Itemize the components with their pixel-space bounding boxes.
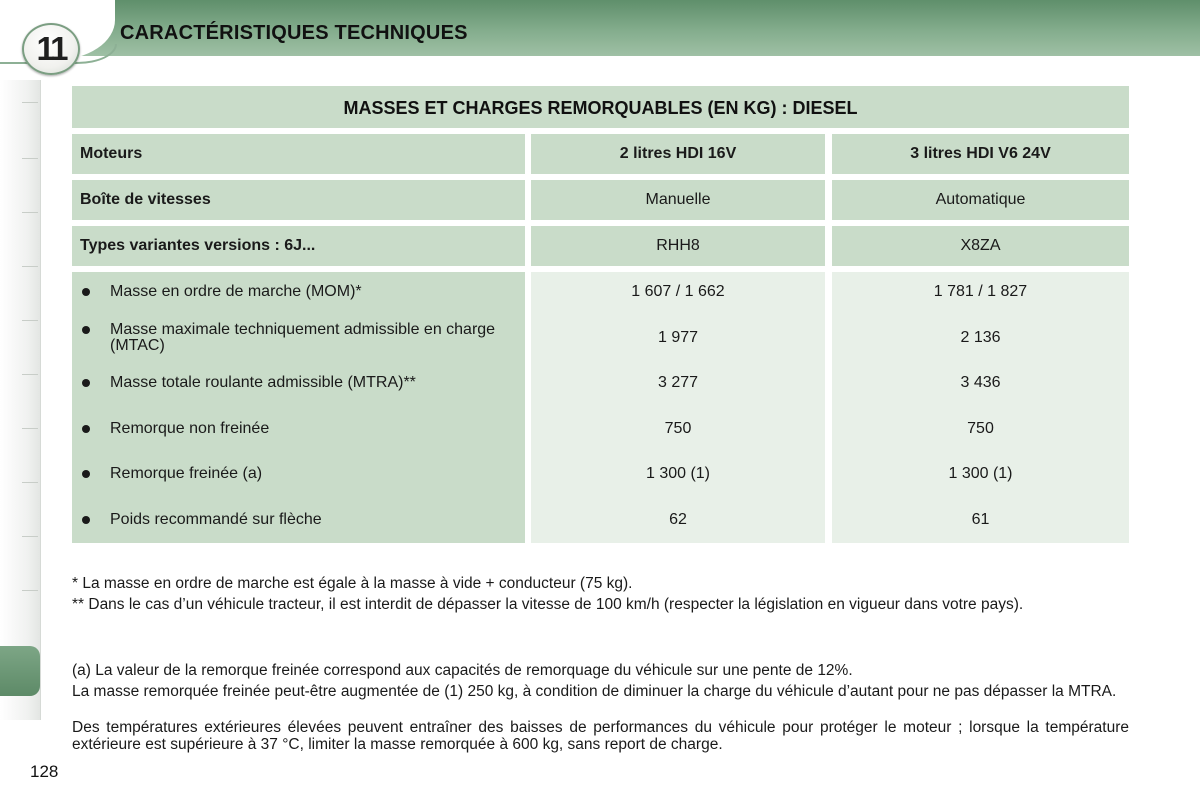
variant-b: X8ZA [832,226,1129,266]
engine-a: 2 litres HDI 16V [531,134,825,174]
table-title: MASSES ET CHARGES REMORQUABLES (EN KG) : DIESEL [72,86,1129,128]
mass-value-a: 1 977 [657,329,699,346]
footnote-double-star: ** Dans le cas d’un véhicule tracteur, il est interdit de dépasser la vitesse de 100 km/h (respecter la législation en vigueur dans votre pays). [72,596,1024,613]
footnote-star: * La masse en ordre de marche est égale à la masse à vide + conducteur (75 kg). [72,575,633,592]
edge-tick [22,482,38,483]
mass-value-a: 750 [664,420,692,437]
mass-label: Remorque non freinée [110,420,270,437]
edge-tick [22,212,38,213]
mass-label: Masse maximale techniquement admissible en charge (MTAC) [110,321,496,354]
bullet-icon [82,288,90,296]
masses-label-column [72,272,525,543]
mass-value-b: 2 136 [960,329,1001,346]
mass-label: Poids recommandé sur flèche [110,511,322,528]
row-label-variants: Types variantes versions : 6J... [72,226,525,266]
mass-value-a: 62 [669,511,687,528]
edge-tick [22,158,38,159]
mass-label: Masse en ordre de marche (MOM)* [110,283,362,300]
mass-value-a: 1 607 / 1 662 [631,283,725,300]
edge-tick [22,590,38,591]
masses-column-a [531,272,825,543]
edge-tick [22,102,38,103]
mass-value-b: 1 781 / 1 827 [933,283,1028,300]
note-braked-trailer: La masse remorquée freinée peut-être augmentée de (1) 250 kg, à condition de diminuer la charge du véhicule d’autant pour ne pas dépasser la MTRA. [72,683,1117,700]
mass-value-a: 1 300 (1) [645,465,711,482]
edge-tick [22,374,38,375]
note-temperature: Des températures extérieures élevées peuvent entraîner des baisses de performances du véhicule pour protéger le moteur ; lorsque la température extérieure est supérieure à 37 °C, limiter la masse remorquée à 600 kg, sans report de charge. [72,719,1129,753]
mass-value-b: 1 300 (1) [948,465,1013,482]
edge-tick [22,536,38,537]
chapter-edge-tabs [0,80,41,720]
chapter-badge: 11 [22,23,80,75]
bullet-icon [82,516,90,524]
page-number: 128 [30,762,59,781]
note-a: (a) La valeur de la remorque freinée correspond aux capacités de remorquage du véhicule sur une pente de 12%. [72,662,853,679]
bullet-icon [82,379,90,387]
bullet-icon [82,470,90,478]
mass-label: Remorque freinée (a) [110,465,263,482]
row-label-moteurs: Moteurs [72,134,525,174]
bullet-icon [82,326,90,334]
gearbox-a: Manuelle [531,180,825,220]
active-chapter-tab[interactable] [0,646,40,696]
edge-tick [22,266,38,267]
mass-value-b: 3 436 [960,374,1001,391]
mass-value-a: 3 277 [657,374,699,391]
edge-tick [22,428,38,429]
mass-value-b: 750 [967,420,994,437]
masses-column-b [832,272,1129,543]
row-label-gearbox: Boîte de vitesses [72,180,525,220]
mass-value-b: 61 [971,511,990,528]
gearbox-b: Automatique [832,180,1129,220]
mass-label: Masse totale roulante admissible (MTRA)** [110,374,416,391]
bullet-icon [82,425,90,433]
engine-b: 3 litres HDI V6 24V [832,134,1129,174]
variant-a: RHH8 [531,226,825,266]
page-title: CARACTÉRISTIQUES TECHNIQUES [120,22,468,44]
edge-tick [22,320,38,321]
